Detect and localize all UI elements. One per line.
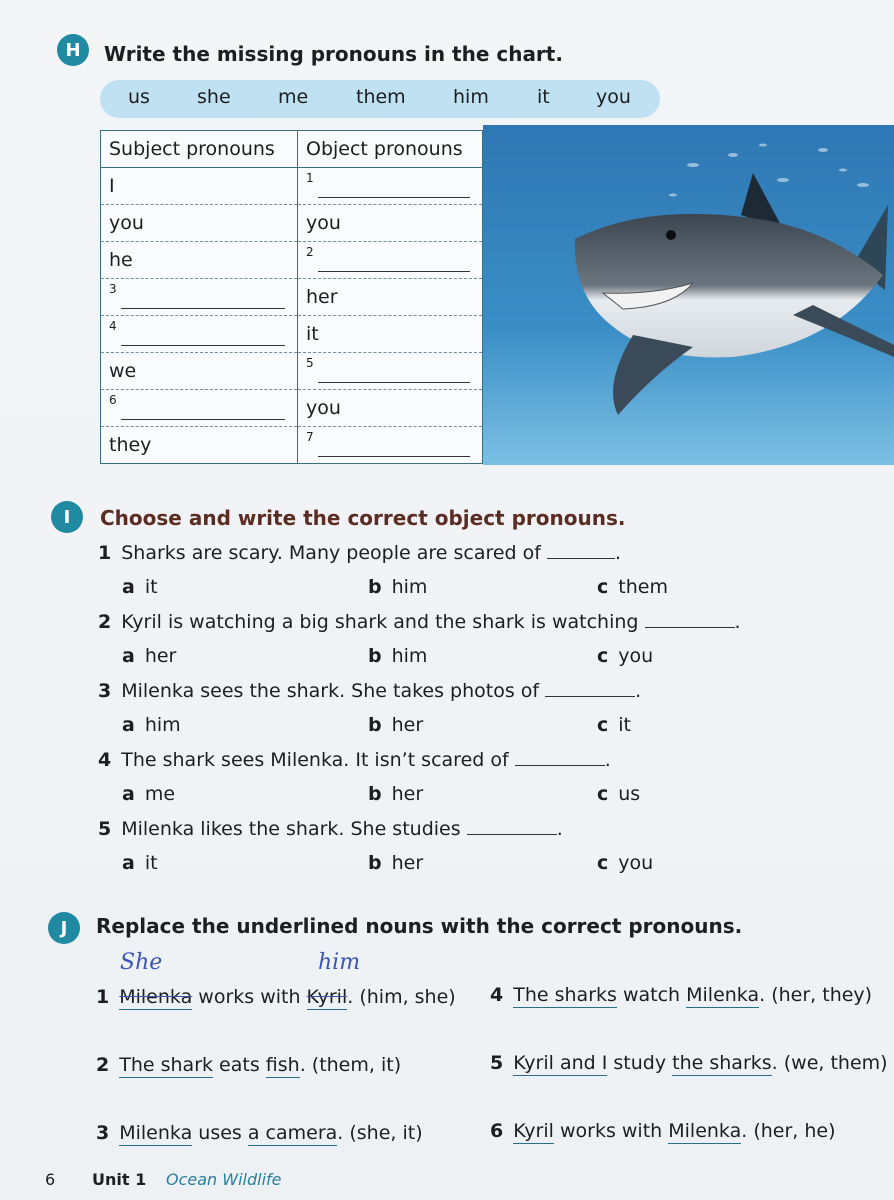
subject-cell (101, 353, 298, 390)
item-text: study (607, 1052, 673, 1074)
pronoun-text: I (109, 175, 115, 197)
option-text: it (144, 576, 158, 598)
subject-cell (101, 427, 298, 464)
answer-blank[interactable] (121, 308, 285, 309)
chart-header-object: Object pronouns (298, 131, 483, 168)
item-text: works with (192, 986, 307, 1008)
option-text: her (391, 783, 424, 805)
item-number: 2 (96, 1054, 110, 1076)
object-cell (298, 205, 483, 242)
unit-label: Unit 1 (92, 1170, 147, 1189)
shark-photo (483, 125, 894, 465)
underlined-noun: The sharks (513, 984, 617, 1006)
answer-option[interactable] (122, 783, 175, 805)
chart-row (101, 242, 483, 279)
question-number: 1 (98, 542, 112, 564)
question-number: 5 (98, 818, 112, 840)
option-text: you (618, 852, 654, 874)
chart-row (101, 279, 483, 316)
chart-row (101, 168, 483, 205)
blank-number: 2 (306, 245, 314, 259)
question-text: Milenka likes the shark. She studies (121, 818, 461, 840)
option-text: him (391, 645, 428, 667)
option-letter: b (368, 783, 382, 805)
answer-blank[interactable] (467, 834, 557, 835)
pronoun-text: you (306, 212, 341, 234)
section-i-badge: I (51, 501, 83, 533)
pronoun-text: he (109, 249, 133, 271)
object-cell (298, 427, 483, 464)
answer-option[interactable] (368, 645, 427, 667)
chart-row (101, 205, 483, 242)
item-choices: . (them, it) (299, 1054, 402, 1076)
handwritten-answer: him (318, 950, 361, 975)
question (98, 818, 563, 840)
word-box-word: it (537, 86, 550, 108)
blank-number: 3 (109, 282, 117, 296)
chart-row (101, 427, 483, 464)
pronoun-text: her (306, 286, 338, 308)
option-text: us (618, 783, 641, 805)
underlined-noun: a camera (247, 1122, 338, 1144)
underlined-noun: The shark (119, 1054, 214, 1076)
option-letter: b (368, 714, 382, 736)
option-letter: b (368, 645, 382, 667)
question-end: . (556, 818, 563, 840)
item-choices: . (she, it) (337, 1122, 423, 1144)
option-text: them (618, 576, 668, 598)
subject-cell (101, 390, 298, 427)
section-i-title: Choose and write the correct object pronouns. (100, 506, 626, 530)
blank-number: 4 (109, 319, 117, 333)
subject-cell (101, 168, 298, 205)
answer-option[interactable] (368, 714, 423, 736)
page-number: 6 (45, 1170, 56, 1189)
option-text: it (618, 714, 631, 736)
question-number: 4 (98, 749, 112, 771)
item-text: works with (553, 1120, 669, 1142)
option-text: it (144, 852, 158, 874)
section-j-badge: J (48, 912, 80, 944)
replace-item (490, 984, 872, 1006)
question (98, 611, 741, 633)
subject-cell (101, 242, 298, 279)
underlined-noun: Kyril (306, 986, 348, 1008)
option-letter: c (597, 714, 609, 736)
handwritten-answer: She (120, 950, 163, 975)
option-letter: a (122, 783, 135, 805)
word-box-word: she (197, 86, 231, 108)
option-letter: c (597, 852, 609, 874)
word-box-word: you (596, 86, 631, 108)
underlined-noun: Milenka (119, 1122, 193, 1144)
object-cell (298, 316, 483, 353)
answer-blank[interactable] (545, 696, 635, 697)
option-letter: c (597, 783, 609, 805)
question-end: . (635, 680, 642, 702)
underlined-noun: Kyril (513, 1120, 554, 1142)
question-text: Kyril is watching a big shark and the shark is watching (121, 611, 639, 633)
answer-option[interactable] (368, 852, 423, 874)
answer-option[interactable] (597, 852, 653, 874)
answer-blank[interactable] (645, 627, 735, 628)
option-letter: b (368, 576, 382, 598)
option-text: her (144, 645, 177, 667)
answer-option[interactable] (368, 576, 427, 598)
pronoun-text: you (306, 397, 341, 419)
underlined-noun: Milenka (686, 984, 760, 1006)
answer-blank[interactable] (121, 345, 285, 346)
question-text: The shark sees Milenka. It isn’t scared of (121, 749, 509, 771)
unit-topic: Ocean Wildlife (166, 1170, 282, 1189)
answer-option[interactable] (368, 783, 423, 805)
underlined-noun: Milenka (119, 986, 193, 1008)
word-box-word: me (278, 86, 309, 108)
subject-cell (101, 279, 298, 316)
question-end: . (604, 749, 611, 771)
object-cell (298, 168, 483, 205)
answer-blank[interactable] (547, 558, 615, 559)
section-h-badge: H (57, 34, 89, 66)
blank-number: 1 (306, 171, 314, 185)
answer-option[interactable] (122, 576, 158, 598)
chart-row (101, 390, 483, 427)
answer-blank[interactable] (318, 197, 470, 198)
item-text: watch (616, 984, 687, 1006)
question (98, 749, 611, 771)
question-number: 3 (98, 680, 112, 702)
item-choices: . (her, he) (741, 1120, 836, 1142)
answer-option[interactable] (597, 576, 668, 598)
object-cell (298, 353, 483, 390)
option-text: me (144, 783, 176, 805)
question-text: Milenka sees the shark. She takes photos of (121, 680, 540, 702)
subject-cell (101, 316, 298, 353)
answer-blank[interactable] (121, 419, 285, 420)
answer-blank[interactable] (318, 271, 470, 272)
item-number: 4 (490, 984, 504, 1006)
underlined-noun: the sharks (672, 1052, 772, 1074)
item-number: 5 (490, 1052, 504, 1074)
answer-option[interactable] (122, 852, 158, 874)
answer-blank[interactable] (318, 456, 470, 457)
answer-option[interactable] (122, 645, 176, 667)
question-end: . (734, 611, 741, 633)
option-text: her (391, 852, 424, 874)
question-number: 2 (98, 611, 112, 633)
question (98, 542, 621, 564)
replace-item (96, 986, 456, 1008)
option-letter: a (122, 645, 135, 667)
word-box (100, 80, 660, 118)
pronoun-chart (100, 130, 483, 464)
chart-row (101, 316, 483, 353)
chart-row (101, 353, 483, 390)
item-number: 6 (490, 1120, 504, 1142)
section-j-title: Replace the underlined nouns with the correct pronouns. (96, 914, 743, 938)
item-text: uses (192, 1122, 248, 1144)
subject-cell (101, 205, 298, 242)
replace-item (490, 1052, 888, 1074)
answer-blank[interactable] (318, 382, 470, 383)
answer-option[interactable] (597, 645, 653, 667)
underlined-noun: Kyril and I (513, 1052, 608, 1074)
section-h-title: Write the missing pronouns in the chart. (104, 42, 563, 66)
blank-number: 6 (109, 393, 117, 407)
option-text: him (144, 714, 181, 736)
item-number: 1 (96, 986, 110, 1008)
option-letter: c (597, 645, 609, 667)
blank-number: 7 (306, 430, 314, 444)
option-letter: a (122, 714, 135, 736)
option-text: him (391, 576, 428, 598)
question-end: . (615, 542, 622, 564)
replace-item (490, 1120, 836, 1142)
option-text: her (391, 714, 424, 736)
blank-number: 5 (306, 356, 314, 370)
word-box-word: him (453, 86, 489, 108)
answer-option[interactable] (597, 783, 640, 805)
word-box-word: them (356, 86, 406, 108)
option-letter: a (122, 576, 135, 598)
item-choices: . (we, them) (771, 1052, 888, 1074)
answer-option[interactable] (597, 714, 631, 736)
word-box-word: us (128, 86, 150, 108)
answer-blank[interactable] (515, 765, 605, 766)
replace-item (96, 1054, 401, 1076)
pronoun-text: we (109, 360, 137, 382)
item-choices: . (him, she) (347, 986, 456, 1008)
answer-option[interactable] (122, 714, 181, 736)
option-text: you (618, 645, 654, 667)
pronoun-text: it (306, 323, 319, 345)
object-cell (298, 279, 483, 316)
item-text: eats (213, 1054, 266, 1076)
underlined-noun: fish (265, 1054, 300, 1076)
question (98, 680, 641, 702)
underlined-noun: Milenka (668, 1120, 742, 1142)
replace-item (96, 1122, 423, 1144)
item-choices: . (her, they) (759, 984, 873, 1006)
question-text: Sharks are scary. Many people are scared of (121, 542, 541, 564)
option-letter: c (597, 576, 609, 598)
object-cell (298, 242, 483, 279)
object-cell (298, 390, 483, 427)
option-letter: b (368, 852, 382, 874)
item-number: 3 (96, 1122, 110, 1144)
pronoun-text: you (109, 212, 144, 234)
chart-header-subject: Subject pronouns (101, 131, 298, 168)
option-letter: a (122, 852, 135, 874)
pronoun-text: they (109, 434, 152, 456)
